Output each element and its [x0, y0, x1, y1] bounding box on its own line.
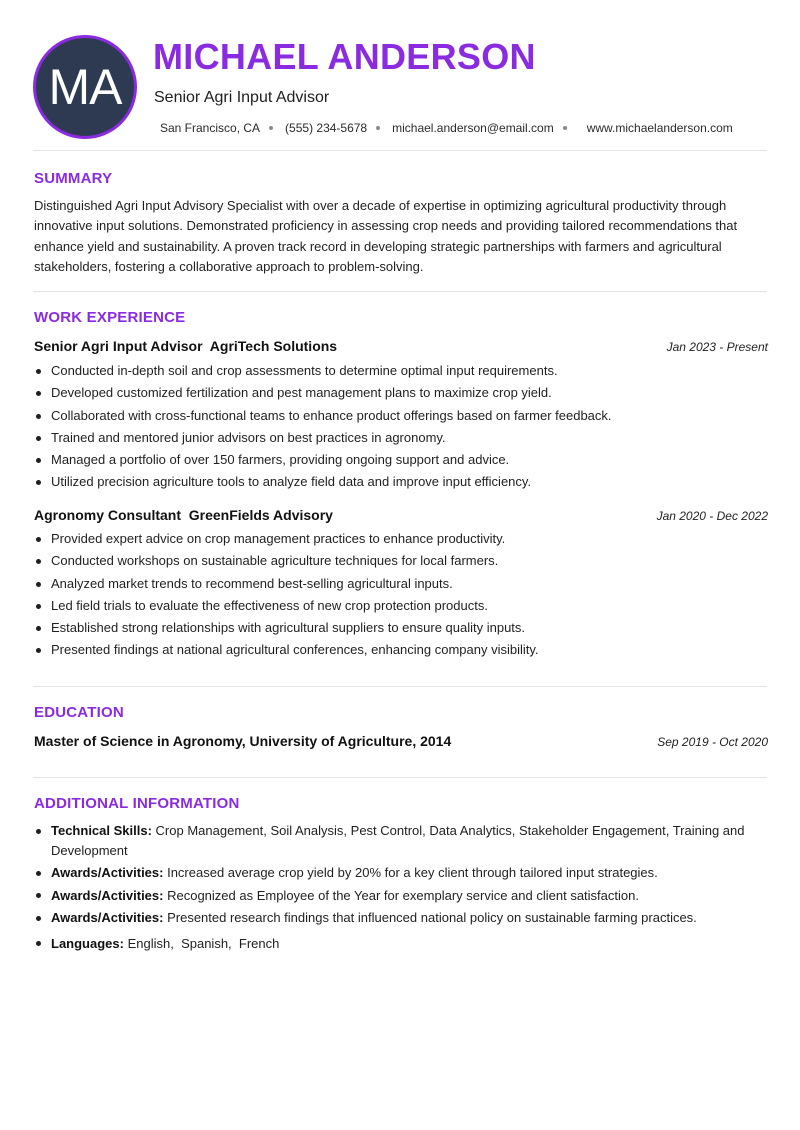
experience-heading: WORK EXPERIENCE [34, 309, 186, 326]
job-header [34, 338, 768, 354]
list-item: Utilized precision agriculture tools to analyze field data and improve input efficiency. [34, 471, 768, 493]
job-bullets [34, 528, 768, 662]
section-divider [33, 777, 767, 778]
list-item [34, 934, 768, 954]
avatar [33, 35, 137, 139]
separator-dot [563, 126, 567, 130]
info-text: Recognized as Employee of the Year for exemplary service and client satisfaction. [167, 887, 639, 903]
education-degree: Master of Science in Agronomy, University of Agriculture, 2014 [34, 733, 452, 749]
list-item: Presented findings at national agricultural conferences, enhancing company visibility. [34, 639, 768, 661]
job-bullets [34, 360, 768, 494]
contact-email[interactable]: michael.anderson@email.com [392, 121, 554, 135]
list-item: Provided expert advice on crop management practices to enhance productivity. [34, 528, 768, 550]
list-item [34, 886, 768, 906]
list-item: Collaborated with cross-functional teams to enhance product offerings based on farmer feedback. [34, 405, 768, 427]
list-item [34, 821, 768, 860]
list-item: Led field trials to evaluate the effectiveness of new crop protection products. [34, 595, 768, 617]
contact-website[interactable]: www.michaelanderson.com [586, 121, 733, 135]
separator-dot [269, 126, 273, 130]
info-text: English, Spanish, French [127, 935, 280, 951]
contact-info [160, 121, 733, 135]
info-label: Awards/Activities: [51, 887, 164, 903]
job-header [34, 507, 768, 523]
info-label: Languages: [51, 935, 124, 951]
candidate-name: MICHAEL ANDERSON [153, 36, 536, 77]
list-item: Established strong relationships with agricultural suppliers to ensure quality inputs. [34, 617, 768, 639]
job-dates: Jan 2020 - Dec 2022 [656, 509, 768, 523]
section-divider [33, 686, 767, 687]
section-divider [33, 291, 767, 292]
education-heading: EDUCATION [34, 704, 124, 721]
summary-text: Distinguished Agri Input Advisory Specialist with over a decade of expertise in optimizing agricultural productivity through innovative input solutions. Demonstrated proficiency in assessing crop needs and providing tailored recommendations that enhance yield and sustainability. A proven track record in developing strategic partnerships with farmers and agricultural stakeholders, fostering a collaborative approach to problem-solving. [34, 198, 738, 274]
job-role: Agronomy Consultant GreenFields Advisory [34, 507, 333, 523]
candidate-title: Senior Agri Input Advisor [154, 89, 330, 106]
info-label: Awards/Activities: [51, 865, 164, 880]
contact-phone: (555) 234-5678 [285, 121, 368, 135]
avatar-initials: MA [48, 59, 122, 115]
section-divider [33, 150, 767, 151]
list-item: Developed customized fertilization and pest management plans to maximize crop yield. [34, 382, 768, 404]
list-item: Conducted workshops on sustainable agriculture techniques for local farmers. [34, 550, 768, 572]
list-item [34, 863, 768, 883]
education-dates: Sep 2019 - Oct 2020 [657, 735, 768, 749]
list-item: Conducted in-depth soil and crop assessments to determine optimal input requirements. [34, 360, 768, 382]
list-item [34, 908, 768, 928]
info-label: Awards/Activities: [51, 910, 164, 925]
summary-heading: SUMMARY [34, 170, 113, 187]
list-item: Managed a portfolio of over 150 farmers, providing ongoing support and advice. [34, 449, 768, 471]
job-dates: Jan 2023 - Present [666, 340, 768, 354]
list-item: Analyzed market trends to recommend best-selling agricultural inputs. [34, 573, 768, 595]
info-text: Presented research findings that influenced national policy on sustainable farming practices. [167, 910, 697, 925]
contact-location: San Francisco, CA [160, 121, 261, 135]
list-item: Trained and mentored junior advisors on best practices in agronomy. [34, 427, 768, 449]
additional-heading: ADDITIONAL INFORMATION [34, 795, 240, 812]
info-label: Technical Skills: [51, 823, 152, 838]
info-text: Crop Management, Soil Analysis, Pest Control, Data Analytics, Stakeholder Engagement, Training and Development [51, 823, 745, 858]
info-text: Increased average crop yield by 20% for a key client through tailored input strategies. [167, 865, 658, 880]
additional-list [34, 821, 768, 956]
education-entry [34, 733, 768, 749]
separator-dot [376, 126, 380, 130]
job-role: Senior Agri Input Advisor AgriTech Solutions [34, 338, 338, 354]
